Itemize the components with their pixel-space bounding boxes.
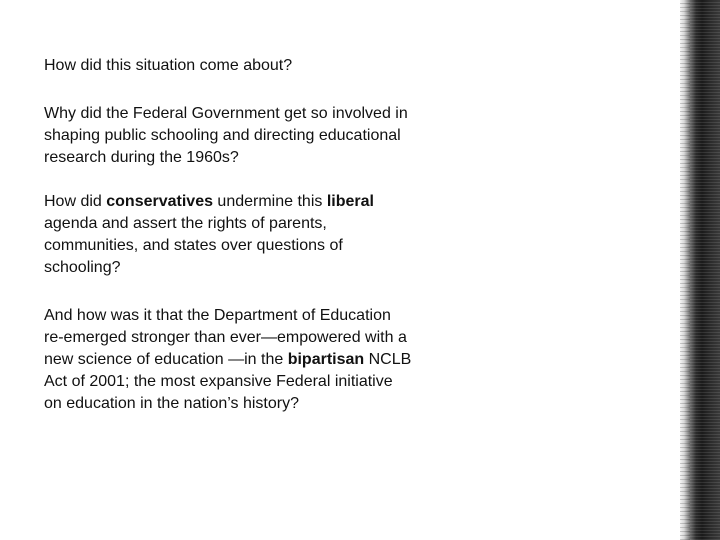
text-segment: And how was it that the Department of Education re-emerged stronger than ever—empowered with a new science of education —in the [44, 307, 407, 368]
text-segment: agenda and assert the rights of parents, communities, and states over questions of schooling? [44, 215, 343, 276]
slide-body [44, 55, 414, 433]
paragraph-conservatives [44, 191, 414, 279]
bold-term-conservatives: conservatives [106, 193, 213, 210]
bold-term-bipartisan: bipartisan [287, 351, 365, 368]
text-segment: How did this situation come about? [44, 57, 293, 74]
text-segment: Why did the Federal Government get so involved in shaping public schooling and directing educational research during the 1960s? [44, 105, 408, 166]
decorative-edge-band [680, 0, 720, 540]
paragraph-federal-government [44, 103, 414, 169]
paragraph-situation [44, 55, 414, 77]
text-segment: NCLB Act of 2001; the most expansive Federal initiative on education in the nation’s history? [44, 351, 412, 412]
text-segment: How did [44, 193, 107, 210]
text-segment: undermine this [212, 193, 327, 210]
paragraph-department-of-education [44, 305, 414, 415]
bold-term-liberal: liberal [326, 193, 374, 210]
